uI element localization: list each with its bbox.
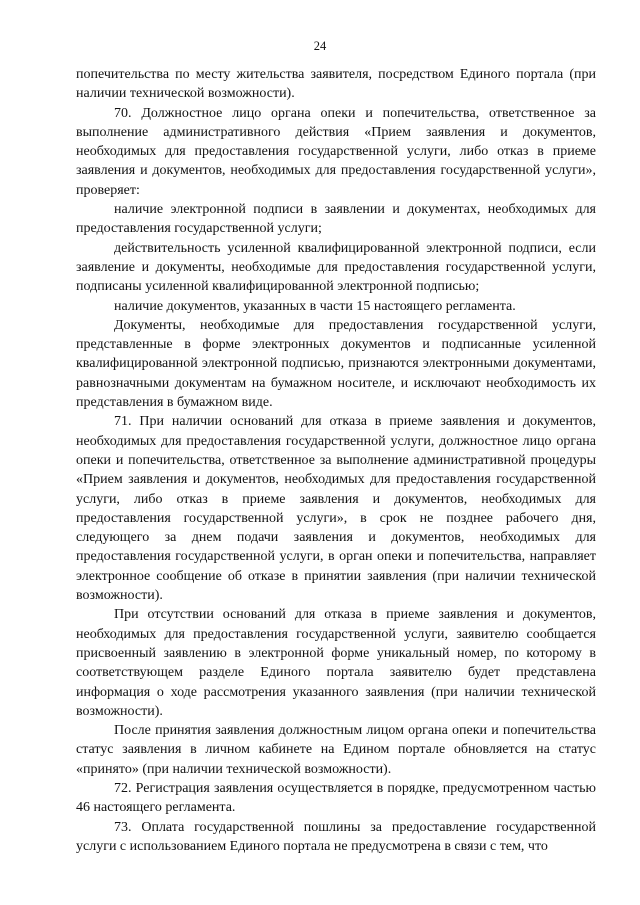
paragraph: наличие электронной подписи в заявлении и документах, необходимых для предоставления государственной услуги; [76, 202, 596, 237]
paragraph: действительность усиленной квалифицированной электронной подписи, если заявление и документы, необходимые для предоставления государственной услуги, подписаны усиленной квалифицированной электронной подписью; [76, 240, 596, 295]
document-body [76, 65, 596, 856]
page-number: 24 [313, 39, 327, 53]
paragraph: 73. Оплата государственной пошлины за предоставление государственной услуги с использованием Единого портала не предусмотрена в связи с тем, что [76, 819, 596, 854]
paragraph: 71. При наличии оснований для отказа в приеме заявления и документов, необходимых для предоставления государственной услуги, должностное лицо органа опеки и попечительства, ответственное за выполнение административной процедуры «Прием заявления и документов, необходимых для предоставления государственной услуги, либо отказ в приеме заявления и документов, необходимых для предоставления государственной услуги», в срок не позднее рабочего дня, следующего за днем подачи заявления и документов, необходимых для предоставления государственной услуги, в орган опеки и попечительства, направляет электронное сообщение об отказе в принятии заявления (при наличии технической возможности). [76, 414, 596, 604]
paragraph: После принятия заявления должностным лицом органа опеки и попечительства статус заявления в личном кабинете на Едином портале обновляется на статус «принято» (при наличии технической возможности). [76, 723, 596, 777]
paragraph: При отсутствии оснований для отказа в приеме заявления и документов, необходимых для предоставления государственной услуги, заявителю сообщается присвоенный заявлению в электронной форме уникальный номер, по которому в соответствующем разделе Единого портала заявителю будет представлена информация о ходе рассмотрения указанного заявления (при наличии технической возможности). [76, 607, 596, 719]
paragraph: 72. Регистрация заявления осуществляется в порядке, предусмотренном частью 46 настоящего регламента. [76, 780, 596, 816]
paragraph: 70. Должностное лицо органа опеки и попечительства, ответственное за выполнение административного действия «Прием заявления и документов, необходимых для предоставления государственной услуги, либо отказ в приеме заявления и документов, необходимых для предоставления государственной услуги», проверяет: [76, 105, 596, 198]
paragraph: наличие документов, указанных в части 15 настоящего регламента. [114, 298, 516, 314]
paragraph: попечительства по месту жительства заявителя, посредством Единого портала (при наличии технической возможности). [76, 67, 596, 102]
paragraph: Документы, необходимые для предоставления государственной услуги, представленные в форме электронных документов и подписанные усиленной квалифицированной электронной подписью, признаются электронными документами, равнозначными документам на бумажном носителе, и исключают необходимость их представления в бумажном виде. [76, 317, 596, 411]
